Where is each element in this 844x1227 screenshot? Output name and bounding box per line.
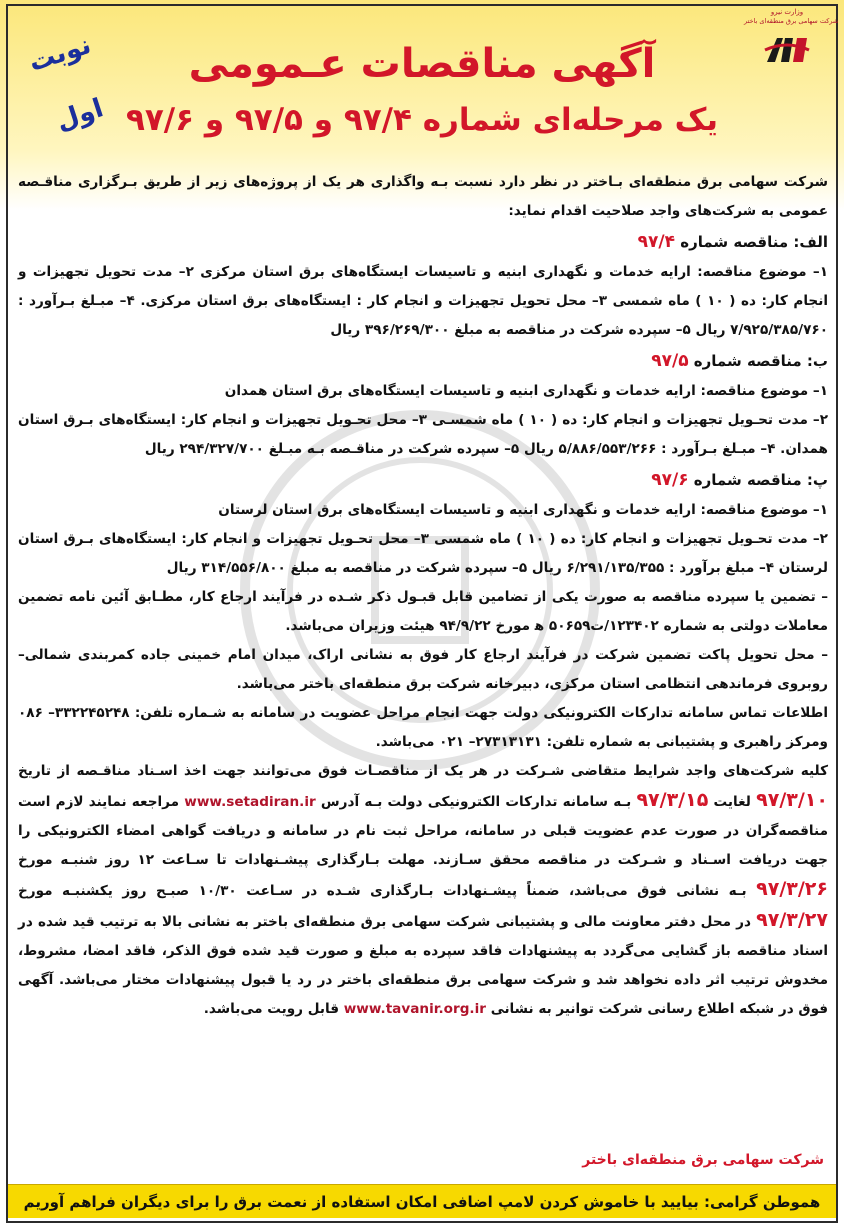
tender-number: ۹۷/۵	[651, 351, 689, 371]
notice-title: آگهی مناقصات عـمومی	[188, 41, 656, 87]
delivery-text: ده ( ۱۰ ) ماه شمسی ۳– محل تحویل تجهیزات و انجام کار : ایستگاه‌های برق استان مرکزی. ۴– مبـلغ بـرآورد : ۷/۹۲۵/۳۸۵/۷۶۰ ریال ۵– سپرده شرکت در مناقصه به مبلغ ۳۹۶/۲۶۹/۳۰۰ ریال	[18, 293, 828, 338]
tender-heading-b	[18, 345, 828, 377]
docs-text: لغایت	[708, 794, 757, 810]
delivery-label: ۲– مدت تحویل تجهیزات و انجام کار:	[18, 264, 828, 309]
date-from: ۹۷/۳/۱۰	[756, 789, 828, 811]
tender-b-subject	[18, 377, 828, 406]
subject-text: ارایه خدمات و نگهداری ابنیه و تاسیسات ایستگاه‌های برق استان همدان	[224, 383, 696, 399]
contact-note: اطلاعات تماس سامانه تدارکات الکترونیکی دولت جهت انجام مراحل عضویت در سامانه به شـماره تلفن: ۳۳۲۲۴۵۲۴۸– ۰۸۶ ومرکز راهبری و پشتیبانی به شماره تلفن: ۲۷۳۱۳۱۳۱– ۰۲۱ می‌باشد.	[18, 705, 829, 750]
guarantee-note: – تضمین یا سپرده مناقصه به صورت یکی از تضامین قابل قبـول ذکر شـده در فرآیند ارجاع کار، مطـابق آئین نامه تضمین معاملات دولتی به شماره ۱۲۳۴۰۲/ت۵۰۶۵۹ ه‍ مورخ ۹۴/۹/۲۲ هیئت وزیران می‌باشد.	[18, 589, 828, 634]
subject-text: ارایه خدمات و نگهداری ابنیه و تاسیسات ایستگاه‌های برق استان لرستان	[218, 502, 696, 518]
intro-paragraph	[18, 168, 828, 226]
ministry-name: وزارت نیرو	[770, 8, 804, 16]
documents-paragraph	[18, 757, 828, 1024]
docs-text: بـه نشانی فوق می‌باشد، ضمناً پیشـنهادات بـارگذاری شـده در سـاعت ۱۰/۳۰ صبـح روز یکشنبـه مورخ	[18, 883, 757, 899]
delivery-place-note: – محل تحویل پاکت تضمین شرکت در فرآیند ارجاع کار فوق به نشانی اراک، میدان امام خمینی جاده کمربندی شمالی– روبروی فرماندهی انتظامی استان مرکزی، دبیرخانه شرکت برق منطقه‌ای باختر می‌باشد.	[18, 647, 828, 692]
intro-text: در نظر دارد نسبت بـه واگذاری هر یک از پروژه‌های زیر از طریق بـرگزاری مناقـصه عمومی به شرکت‌های واجد صلاحیت اقدام نماید:	[18, 174, 828, 219]
subject-label: ۱– موضوع مناقصه:	[690, 264, 829, 280]
tender-label: پ: مناقصه شماره	[688, 471, 828, 489]
logo-company-name: شرکت سهامی برق منطقه‌ای باختر	[744, 17, 839, 25]
setadiran-link[interactable]: www.setadiran.ir	[184, 794, 316, 810]
docs-text: در محل دفتر معاونت مالی و پشتیبانی شرکت سهامی برق منطقه‌ای باختر به نشانی بالا به ترتیب قید شده در اسناد مناقصه باز گشایی می‌گردد به پیشنهادات فاقد سپرده به مبلغ و صورت قید شده فوق الذکر، فاقد امضا، مشروط، مخدوش ترتیب اثر داده نخواهد شد و شرکت سهامی برق منطقه‌ای باختر در رد یا قبول پیشنهادات مختار می‌باشد. آگهی فوق در شبکه اطلاع رسانی شرکت توانیر به نشانی	[18, 914, 828, 1017]
subject-label: ۱– موضوع مناقصه:	[695, 383, 828, 399]
subject-text: ارایه خدمات و نگهداری ابنیه و تاسیسات ایستگاه‌های برق استان مرکزی	[193, 264, 691, 280]
notice-subtitle: یک مرحله‌ای شماره ۹۷/۴ و ۹۷/۵ و ۹۷/۶	[125, 102, 719, 138]
footer-banner: هموطن گرامی: بیایید با خاموش کردن لامپ اضافی امکان استفاده از نعمت برق را برای دیگران فراهم آوریم	[8, 1184, 836, 1218]
delivery-text: ده ( ۱۰ ) ماه شمسی ۳– محل تحـویل تجهیزات و انجام کار: ایستگاه‌های بـرق استان لرستان ۴– مبلغ برآورد : ۶/۲۹۱/۱۳۵/۳۵۵ ریال ۵– سپرده شرکت در مناقصه به مبلغ ۳۱۴/۵۵۶/۸۰۰ ریال	[18, 531, 828, 576]
date-opening: ۹۷/۳/۲۷	[756, 909, 828, 931]
tender-label: الف: مناقصه شماره	[675, 233, 828, 251]
tender-number: ۹۷/۴	[637, 232, 676, 252]
date-to: ۹۷/۳/۱۵	[636, 789, 709, 811]
delivery-label: ۲– مدت تحـویل تجهیزات و انجام کار:	[577, 412, 828, 428]
tender-b-delivery	[18, 406, 828, 464]
tender-c-delivery	[18, 525, 828, 583]
tender-heading-c	[18, 464, 828, 496]
intro-company-name: شرکت سهامی برق منطقه‌ای بـاختر	[584, 174, 828, 190]
docs-text: قابل رویت می‌باشد.	[203, 1001, 344, 1017]
tender-label: ب: مناقصه شماره	[688, 352, 828, 370]
subject-label: ۱– موضوع مناقصه:	[695, 502, 828, 518]
signature: شرکت سهامی برق منطقه‌ای باختر	[582, 1152, 824, 1168]
company-logo	[744, 8, 839, 68]
delivery-label: ۲– مدت تحـویل تجهیزات و انجام کار:	[575, 531, 828, 547]
docs-text: مراجعه نمایند لازم است مناقصه‌گران در صورت عدم عضویت قبلی در سامانه، مراحل ثبت نام در سامانه و دریافت گواهی امضاء الکترونیکی را جهت دریافت اسـناد و شـرکت در مناقصه محقق سـازند. مهلت بـارگذاری پیشـنهادات تا سـاعت ۱۲ روز شنبـه مورخ	[18, 794, 828, 868]
notice-body	[18, 168, 828, 1024]
docs-text: کلیه شرکت‌های واجد شرایط متقاضی شـرکت در هر یک از مناقصـات فوق می‌توانند جهت اخذ اسـناد مناقـصه از تاریخ	[18, 763, 828, 779]
tender-number: ۹۷/۶	[651, 470, 689, 490]
round-badge: نوبت اول	[25, 29, 108, 137]
tender-c-subject	[18, 496, 828, 525]
tender-a-subject	[18, 258, 828, 345]
tavanir-link[interactable]: www.tavanir.org.ir	[343, 1001, 486, 1017]
delivery-text: ده ( ۱۰ ) ماه شمسـی ۳– محل تحـویل تجهیزات و انجام کار: ایستگاه‌های بـرق استان همدان. ۴– مبـلغ بـرآورد : ۵/۸۸۶/۵۵۳/۲۶۶ ریال ۵– سپرده شرکت در مناقـصه بـه مبـلغ ۲۹۴/۳۲۷/۷۰۰ ریال	[18, 412, 828, 457]
docs-text: بـه سامانه تدارکات الکترونیکی دولت بـه آدرس	[315, 794, 637, 810]
power-company-logo-icon	[763, 32, 811, 68]
date-deadline: ۹۷/۳/۲۶	[756, 878, 828, 900]
tender-heading-a	[18, 226, 828, 258]
